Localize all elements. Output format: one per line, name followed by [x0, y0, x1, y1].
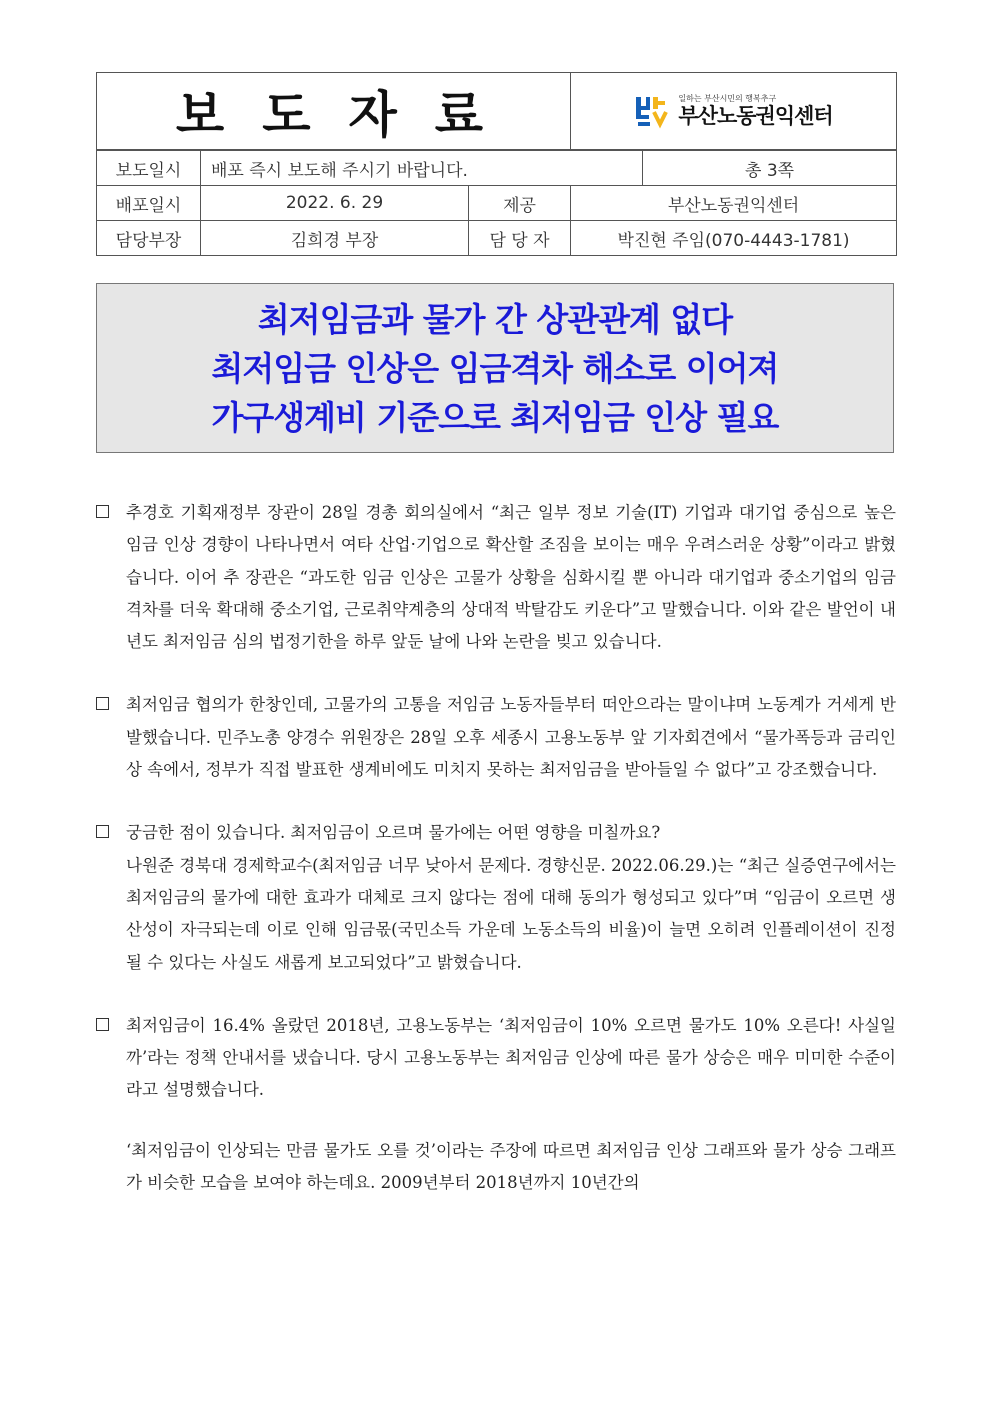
paragraph-text: 추경호 기획재정부 장관이 28일 경총 회의실에서 “최근 일부 정보 기술(IT) 기업과 대기업 중심으로 높은 임금 인상 경향이 나타나면서 여타 산업·기업으로 확산할 조짐을 보이는 매우 우려스러운 상황”이라고 밝혔습니다. 이어 추 장관은 “과도한 임금 인상은 고물가 상황을 심화시킬 뿐 아니라 대기업과 중소기업의 임금격차를 더욱 확대해 중소기업, 근로취약계층의 상대적 박탈감도 키운다”고 말했습니다. 이와 같은 발언이 내년도 최저임금 심의 법정기한을 하루 앞둔 날에 나와 논란을 빚고 있습니다.	[126, 503, 896, 652]
distribution-date: 2022. 6. 29	[201, 186, 469, 221]
manager-value: 김희경 부장	[201, 221, 469, 256]
distribution-label: 배포일시	[97, 186, 201, 221]
release-date-row	[97, 150, 897, 186]
logo-name: 부산노동권익센터	[678, 104, 833, 128]
headline-line-3: 가구생계비 기준으로 최저임금 인상 필요	[211, 397, 779, 437]
paragraph-text: 최저임금 협의가 한창인데, 고물가의 고통을 저임금 노동자들부터 떠안으라는 말이냐며 노동계가 거세게 반발했습니다. 민주노총 양경수 위원장은 28일 오후 세종시 고용노동부 앞 기자회견에서 “물가폭등과 금리인상 속에서, 정부가 직접 발표한 생계비에도 미치지 못하는 최저임금을 받아들일 수 없다”고 강조했습니다.	[126, 695, 896, 780]
paragraph-text: 최저임금이 16.4% 올랐던 2018년, 고용노동부는 ‘최저임금이 10% 오르면 물가도 10% 오른다! 사실일까’라는 정책 안내서를 냈습니다. 당시 고용노동부는 최저임금 인상에 따른 물가 상승은 매우 미미한 수준이라고 설명했습니다.	[126, 1015, 896, 1100]
contact-row	[97, 221, 897, 256]
busan-logo-icon	[634, 93, 670, 129]
paragraph-5	[96, 1135, 896, 1200]
paragraph-2	[96, 689, 896, 786]
total-pages: 총 3쪽	[643, 150, 897, 186]
distribution-row	[97, 186, 897, 221]
release-instruction: 배포 즉시 보도해 주시기 바랍니다.	[201, 150, 643, 186]
release-label: 보도일시	[97, 150, 201, 186]
paragraph-1	[96, 497, 896, 658]
checkbox-bullet-icon	[96, 697, 109, 710]
press-release-header-table	[96, 72, 897, 256]
document-title: 보도자료	[97, 73, 571, 151]
contact-label: 담 당 자	[469, 221, 571, 256]
paragraph-text: 나원준 경북대 경제학교수(최저임금 너무 낮아서 문제다. 경향신문. 2022.06.29.)는 “최근 실증연구에서는 최저임금의 물가에 대한 효과가 대체로 크지 않다는 점에 대해 동의가 형성되고 있다”며 “임금이 오르면 생산성이 자극되는데 이로 인해 임금몫(국민소득 가운데 노동소득의 비율)이 늘면 오히려 인플레이션이 진정될 수 있다는 사실도 새롭게 보고되었다”고 밝혔습니다.	[126, 855, 896, 972]
headline-line-2: 최저임금 인상은 임금격차 해소로 이어져	[211, 348, 779, 388]
provider-label: 제공	[469, 186, 571, 221]
manager-label: 담당부장	[97, 221, 201, 256]
paragraph-4	[96, 1010, 896, 1107]
checkbox-bullet-icon	[96, 505, 109, 518]
paragraph-3	[96, 817, 896, 978]
contact-value: 박진현 주임(070-4443-1781)	[571, 221, 897, 256]
article-body	[96, 497, 896, 1199]
logo-slogan: 일하는 부산시민의 행복추구	[678, 94, 777, 103]
checkbox-bullet-icon	[96, 1018, 109, 1031]
provider-value: 부산노동권익센터	[571, 186, 897, 221]
checkbox-bullet-icon	[96, 825, 109, 838]
headline-line-1: 최저임금과 물가 간 상관관계 없다	[257, 299, 733, 339]
headline-box	[96, 283, 894, 453]
organization-logo	[571, 73, 897, 151]
paragraph-text: ‘최저임금이 인상되는 만큼 물가도 오를 것’이라는 주장에 따르면 최저임금 인상 그래프와 물가 상승 그래프가 비슷한 모습을 보여야 하는데요. 2009년부터 2018년까지 10년간의	[126, 1140, 896, 1193]
paragraph-question: 궁금한 점이 있습니다. 최저임금이 오르며 물가에는 어떤 영향을 미칠까요?	[126, 823, 661, 843]
